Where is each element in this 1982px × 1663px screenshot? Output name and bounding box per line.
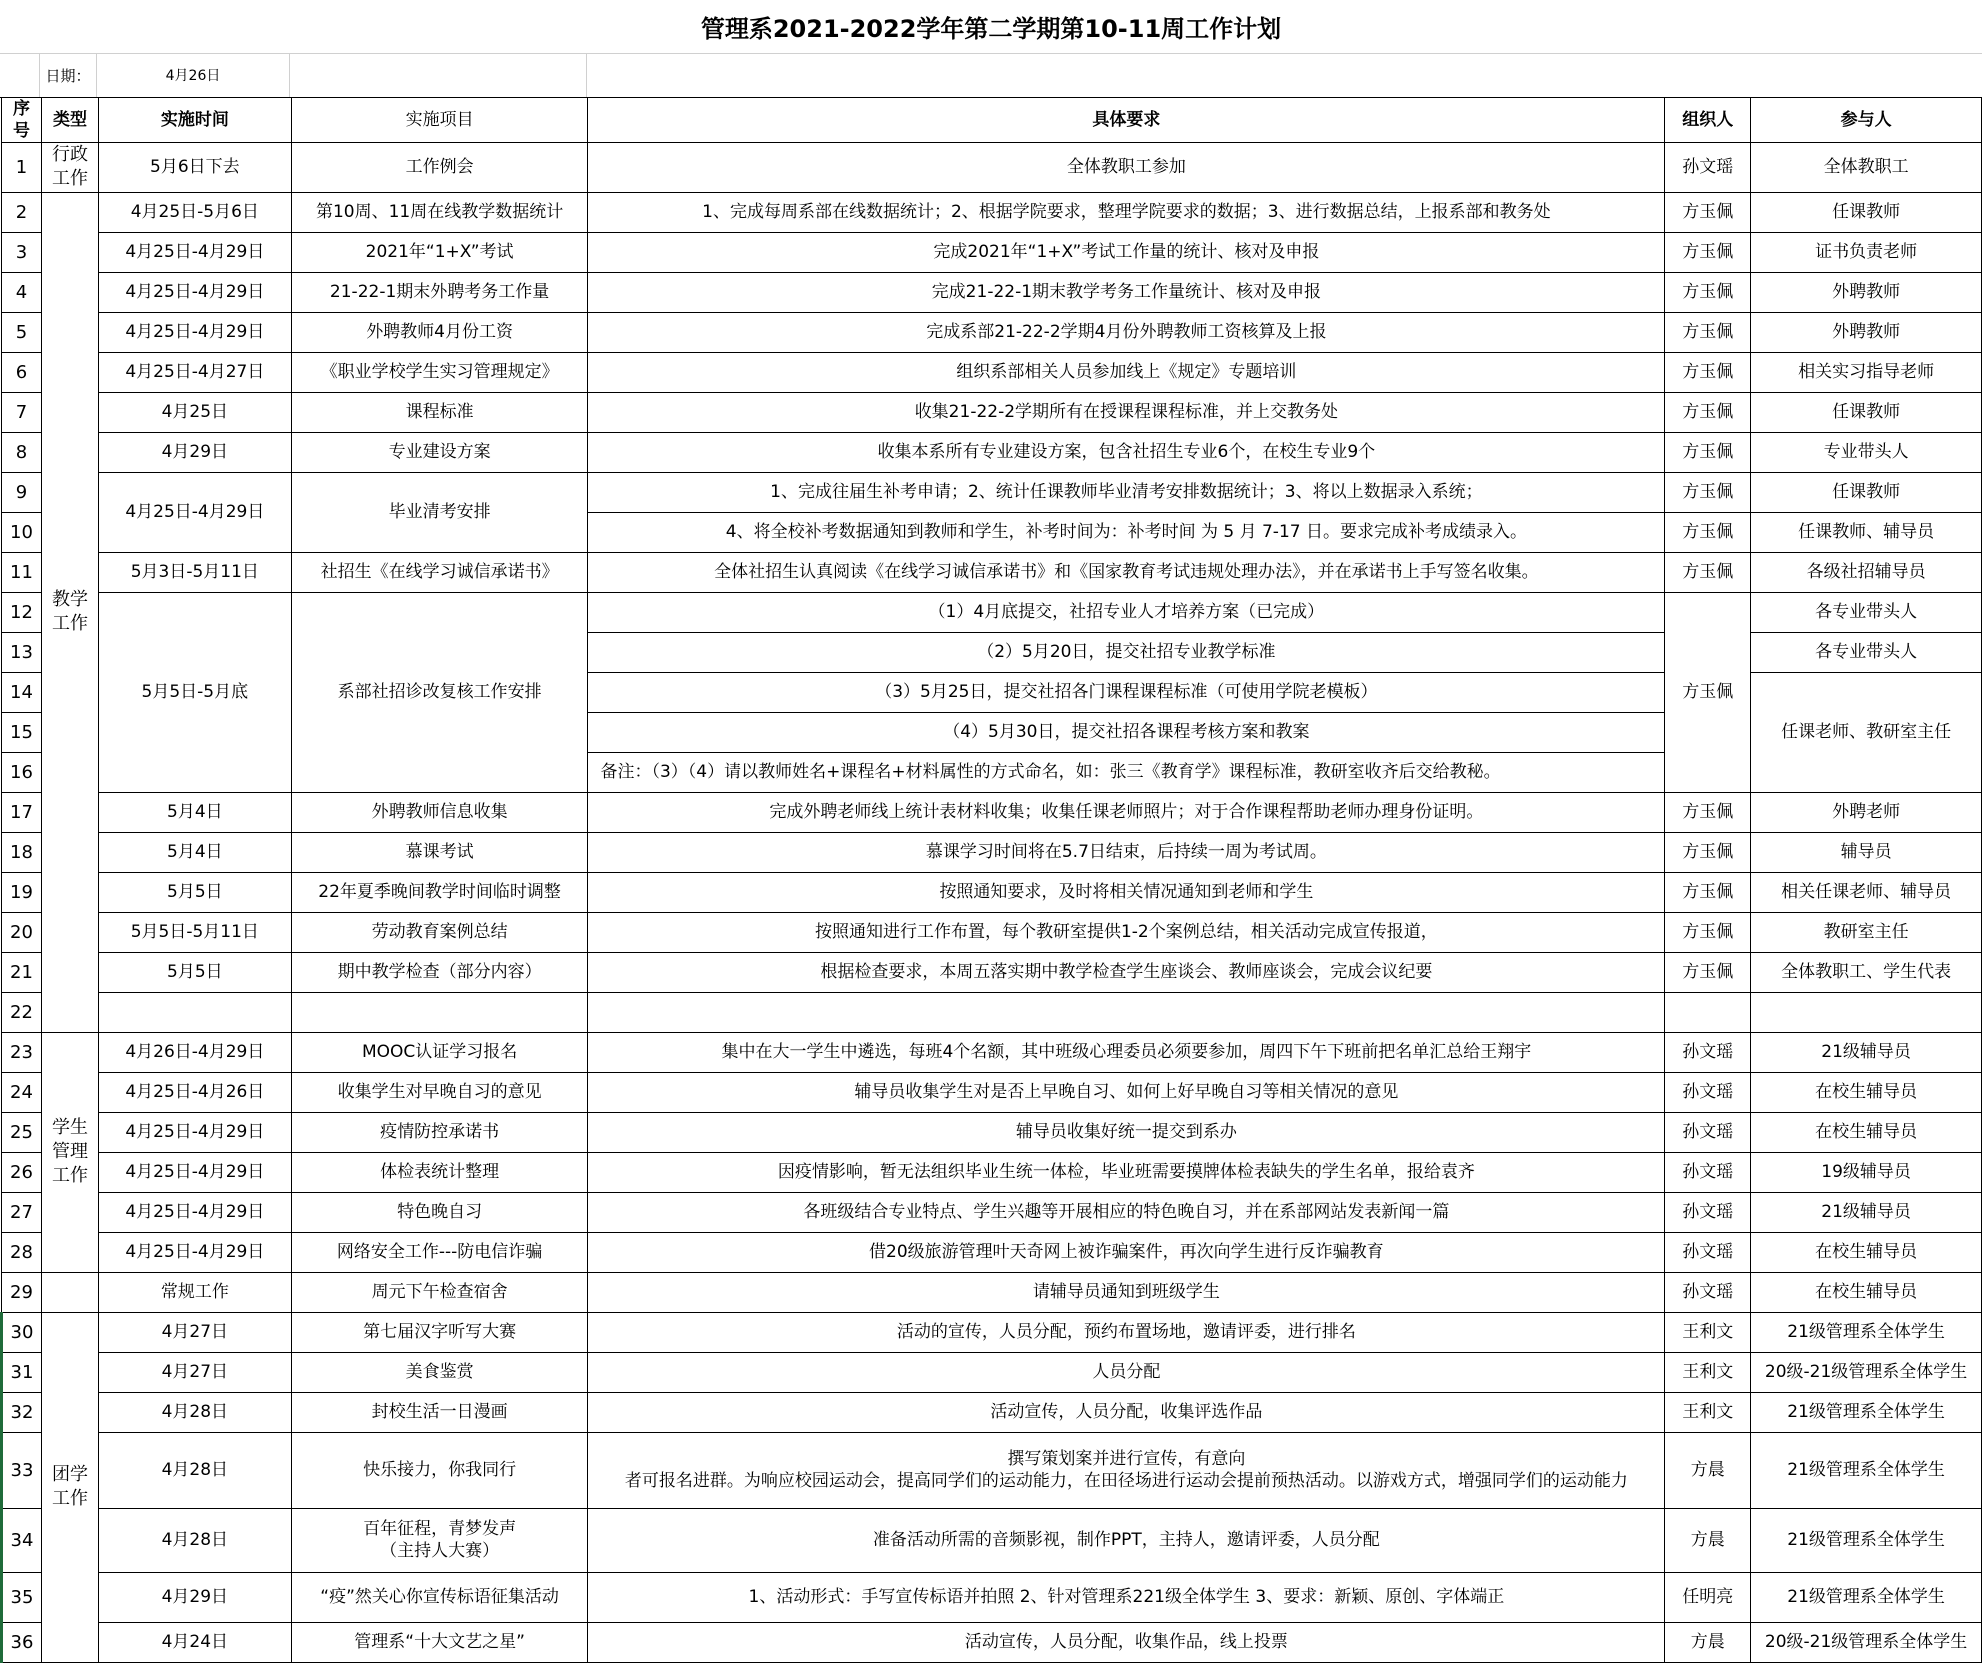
time-cell: 4月25日 (98, 392, 291, 432)
organizer-cell: 方玉佩 (1665, 392, 1751, 432)
organizer-cell: 方玉佩 (1665, 552, 1751, 592)
table-row (2, 1432, 1982, 1508)
participants-cell: 专业带头人 (1751, 432, 1982, 472)
seq-cell: 13 (2, 632, 42, 672)
seq-cell: 28 (2, 1232, 42, 1272)
organizer-cell: 方晨 (1665, 1622, 1751, 1662)
table-row (2, 1152, 1982, 1192)
time-cell: 5月5日-5月11日 (98, 912, 291, 952)
table-row (2, 192, 1982, 232)
table-row (2, 592, 1982, 632)
organizer-cell: 方玉佩 (1665, 832, 1751, 872)
seq-cell: 16 (2, 752, 42, 792)
organizer-cell: 孙文瑶 (1665, 1232, 1751, 1272)
participants-cell: 在校生辅导员 (1751, 1072, 1982, 1112)
participants-cell: 21级管理系全体学生 (1751, 1392, 1982, 1432)
project-cell: 社招生《在线学习诚信承诺书》 (291, 552, 588, 592)
organizer-cell (1665, 992, 1751, 1032)
project-cell: 美食鉴赏 (291, 1352, 588, 1392)
project-cell: 期中教学检查（部分内容） (291, 952, 588, 992)
requirement-cell: 根据检查要求，本周五落实期中教学检查学生座谈会、教师座谈会，完成会议纪要 (588, 952, 1665, 992)
time-cell: 4月25日-4月27日 (98, 352, 291, 392)
seq-cell: 34 (2, 1508, 42, 1572)
organizer-cell: 孙文瑶 (1665, 143, 1751, 193)
header-project: 实施项目 (291, 98, 588, 143)
time-cell: 4月27日 (98, 1312, 291, 1352)
organizer-cell: 方玉佩 (1665, 232, 1751, 272)
header-organizer: 组织人 (1665, 98, 1751, 143)
seq-cell: 5 (2, 312, 42, 352)
requirement-cell: 收集本系所有专业建设方案，包含社招生专业6个，在校生专业9个 (588, 432, 1665, 472)
header-seq: 序号 (2, 98, 42, 143)
participants-cell: 21级管理系全体学生 (1751, 1508, 1982, 1572)
requirement-cell: 因疫情影响，暂无法组织毕业生统一体检，毕业班需要摸牌体检表缺失的学生名单，报给袁齐 (588, 1152, 1665, 1192)
time-cell: 4月25日-4月29日 (98, 312, 291, 352)
time-cell: 4月25日-4月29日 (98, 232, 291, 272)
table-row (2, 432, 1982, 472)
seq-cell: 29 (2, 1272, 42, 1312)
participants-cell: 辅导员 (1751, 832, 1982, 872)
seq-cell: 35 (2, 1572, 42, 1622)
date-label: 日期： (40, 53, 97, 97)
participants-cell: 各专业带头人 (1751, 632, 1982, 672)
time-cell: 4月25日-4月29日 (98, 1152, 291, 1192)
participants-cell: 外聘老师 (1751, 792, 1982, 832)
header-type: 类型 (41, 98, 98, 143)
requirement-cell: 人员分配 (588, 1352, 1665, 1392)
time-cell: 4月29日 (98, 432, 291, 472)
seq-cell: 10 (2, 512, 42, 552)
time-cell: 4月27日 (98, 1352, 291, 1392)
organizer-cell: 方玉佩 (1665, 472, 1751, 512)
organizer-cell: 方晨 (1665, 1432, 1751, 1508)
project-cell: 劳动教育案例总结 (291, 912, 588, 952)
time-cell: 4月25日-4月29日 (98, 272, 291, 312)
project-cell (291, 992, 588, 1032)
table-header-row (2, 98, 1982, 143)
time-cell: 4月25日-4月26日 (98, 1072, 291, 1112)
table-row (2, 1392, 1982, 1432)
date-value: 4月26日 (97, 53, 290, 97)
seq-cell: 25 (2, 1112, 42, 1152)
organizer-cell: 方玉佩 (1665, 272, 1751, 312)
seq-cell: 9 (2, 472, 42, 512)
type-cell-empty (41, 1272, 98, 1312)
participants-cell: 相关任课老师、辅导员 (1751, 872, 1982, 912)
organizer-cell: 孙文瑶 (1665, 1152, 1751, 1192)
participants-cell: 外聘教师 (1751, 272, 1982, 312)
requirement-cell: 活动的宣传，人员分配，预约布置场地，邀请评委，进行排名 (588, 1312, 1665, 1352)
seq-cell: 17 (2, 792, 42, 832)
seq-cell: 3 (2, 232, 42, 272)
project-cell: 21-22-1期末外聘考务工作量 (291, 272, 588, 312)
participants-cell: 任课教师 (1751, 472, 1982, 512)
requirement-cell: （4）5月30日，提交社招各课程考核方案和教案 (588, 712, 1665, 752)
time-cell: 5月4日 (98, 792, 291, 832)
organizer-cell: 方玉佩 (1665, 312, 1751, 352)
seq-cell: 1 (2, 143, 42, 193)
table-row (2, 1572, 1982, 1622)
page-title: 管理系2021-2022学年第二学期第10-11周工作计划 (0, 0, 1982, 54)
organizer-cell: 方玉佩 (1665, 192, 1751, 232)
requirement-cell: 按照通知进行工作布置，每个教研室提供1-2个案例总结，相关活动完成宣传报道， (588, 912, 1665, 952)
time-cell: 常规工作 (98, 1272, 291, 1312)
project-cell: 第七届汉字听写大赛 (291, 1312, 588, 1352)
requirement-cell: 各班级结合专业特点、学生兴趣等开展相应的特色晚自习，并在系部网站发表新闻一篇 (588, 1192, 1665, 1232)
time-cell: 5月5日 (98, 872, 291, 912)
table-row (2, 312, 1982, 352)
time-cell: 4月25日-4月29日 (98, 1112, 291, 1152)
seq-cell: 7 (2, 392, 42, 432)
participants-cell: 21级辅导员 (1751, 1192, 1982, 1232)
table-row (2, 952, 1982, 992)
table-row (2, 1272, 1982, 1312)
seq-cell: 11 (2, 552, 42, 592)
project-cell: 体检表统计整理 (291, 1152, 588, 1192)
header-time: 实施时间 (98, 98, 291, 143)
header-requirement: 具体要求 (588, 98, 1665, 143)
seq-cell: 30 (2, 1312, 42, 1352)
seq-cell: 18 (2, 832, 42, 872)
participants-cell: 21级管理系全体学生 (1751, 1572, 1982, 1622)
requirement-cell: 完成2021年“1+X”考试工作量的统计、核对及申报 (588, 232, 1665, 272)
table-row (2, 1352, 1982, 1392)
organizer-cell: 孙文瑶 (1665, 1192, 1751, 1232)
requirement-line: 者可报名进群。为响应校园运动会，提高同学们的运动能力，在田径场进行运动会提前预热活动。以游戏方式，增强同学们的运动能力 (624, 1471, 1628, 1492)
organizer-cell: 任明亮 (1665, 1572, 1751, 1622)
table-row (2, 1192, 1982, 1232)
seq-cell: 8 (2, 432, 42, 472)
organizer-cell: 方玉佩 (1665, 352, 1751, 392)
requirement-cell: 慕课学习时间将在5.7日结束，后持续一周为考试周。 (588, 832, 1665, 872)
requirement-cell: 辅导员收集好统一提交到系办 (588, 1112, 1665, 1152)
seq-cell: 33 (2, 1432, 42, 1508)
participants-cell: 相关实习指导老师 (1751, 352, 1982, 392)
type-cell-youth: 团学工作 (41, 1312, 98, 1662)
organizer-cell: 王利文 (1665, 1392, 1751, 1432)
time-cell: 5月6日下去 (98, 143, 291, 193)
type-cell-teaching: 教学工作 (41, 192, 98, 1032)
time-cell (98, 992, 291, 1032)
time-cell: 5月3日-5月11日 (98, 552, 291, 592)
table-row (2, 552, 1982, 592)
time-cell: 4月24日 (98, 1622, 291, 1662)
participants-cell: 21级辅导员 (1751, 1032, 1982, 1072)
time-cell: 4月28日 (98, 1392, 291, 1432)
project-cell: 管理系“十大文艺之星” (291, 1622, 588, 1662)
project-cell: 特色晚自习 (291, 1192, 588, 1232)
requirement-cell: （3）5月25日，提交社招各门课程课程标准（可使用学院老模板） (588, 672, 1665, 712)
empty-cell (290, 53, 587, 97)
requirement-cell: 借20级旅游管理叶天奇网上被诈骗案件，再次向学生进行反诈骗教育 (588, 1232, 1665, 1272)
table-row (2, 992, 1982, 1032)
requirement-cell: 1、完成往届生补考申请；2、统计任课教师毕业清考安排数据统计；3、将以上数据录入系统； (588, 472, 1665, 512)
empty-cell (0, 53, 40, 97)
project-cell: 第10周、11周在线教学数据统计 (291, 192, 588, 232)
participants-cell: 在校生辅导员 (1751, 1112, 1982, 1152)
requirement-cell: 完成系部21-22-2学期4月份外聘教师工资核算及上报 (588, 312, 1665, 352)
participants-cell: 20级-21级管理系全体学生 (1751, 1352, 1982, 1392)
project-line: 百年征程，青梦发声 (363, 1519, 517, 1540)
time-cell: 4月25日-4月29日 (98, 1232, 291, 1272)
table-row (2, 912, 1982, 952)
project-cell: 系部社招诊改复核工作安排 (291, 592, 588, 792)
organizer-cell: 王利文 (1665, 1352, 1751, 1392)
participants-cell: 在校生辅导员 (1751, 1272, 1982, 1312)
project-cell: 疫情防控承诺书 (291, 1112, 588, 1152)
requirement-cell: 辅导员收集学生对是否上早晚自习、如何上好早晚自习等相关情况的意见 (588, 1072, 1665, 1112)
participants-cell: 任课教师 (1751, 192, 1982, 232)
requirement-cell: 组织系部相关人员参加线上《规定》专题培训 (588, 352, 1665, 392)
table-row (2, 1072, 1982, 1112)
project-cell: 慕课考试 (291, 832, 588, 872)
organizer-cell: 孙文瑶 (1665, 1112, 1751, 1152)
participants-cell: 在校生辅导员 (1751, 1232, 1982, 1272)
time-cell: 4月26日-4月29日 (98, 1032, 291, 1072)
requirement-cell: 全体社招生认真阅读《在线学习诚信承诺书》和《国家教育考试违规处理办法》，并在承诺书上手写签名收集。 (588, 552, 1665, 592)
table-row (2, 352, 1982, 392)
requirement-cell: 活动宣传，人员分配，收集作品，线上投票 (588, 1622, 1665, 1662)
seq-cell: 32 (2, 1392, 42, 1432)
organizer-cell: 王利文 (1665, 1312, 1751, 1352)
participants-cell (1751, 992, 1982, 1032)
project-cell: 外聘教师信息收集 (291, 792, 588, 832)
requirement-cell: 请辅导员通知到班级学生 (588, 1272, 1665, 1312)
project-cell: 课程标准 (291, 392, 588, 432)
seq-cell: 21 (2, 952, 42, 992)
type-cell-admin: 行政工作 (41, 143, 98, 193)
organizer-cell: 孙文瑶 (1665, 1032, 1751, 1072)
requirement-cell: 集中在大一学生中遴选，每班4个名额，其中班级心理委员必须要参加，周四下午下班前把名单汇总给王翔宇 (588, 1032, 1665, 1072)
requirement-cell: 收集21-22-2学期所有在授课程课程标准，并上交教务处 (588, 392, 1665, 432)
project-cell: 周元下午检查宿舍 (291, 1272, 588, 1312)
seq-cell: 15 (2, 712, 42, 752)
project-cell: MOOC认证学习报名 (291, 1032, 588, 1072)
organizer-cell: 方晨 (1665, 1508, 1751, 1572)
table-row (2, 1112, 1982, 1152)
participants-cell: 20级-21级管理系全体学生 (1751, 1622, 1982, 1662)
time-cell: 5月5日-5月底 (98, 592, 291, 792)
project-cell: 《职业学校学生实习管理规定》 (291, 352, 588, 392)
time-cell: 4月28日 (98, 1432, 291, 1508)
participants-cell: 任课教师、辅导员 (1751, 512, 1982, 552)
project-cell: 专业建设方案 (291, 432, 588, 472)
table-row (2, 872, 1982, 912)
type-cell-student: 学生管理工作 (41, 1032, 98, 1272)
organizer-cell: 方玉佩 (1665, 792, 1751, 832)
seq-cell: 19 (2, 872, 42, 912)
project-cell: 毕业清考安排 (291, 472, 588, 552)
participants-cell: 证书负责老师 (1751, 232, 1982, 272)
time-cell: 4月25日-4月29日 (98, 472, 291, 552)
requirement-note-cell: 备注：（3）（4）请以教师姓名+课程名+材料属性的方式命名，如：张三《教育学》课程标准，教研室收齐后交给教秘。 (588, 752, 1665, 792)
project-cell: 收集学生对早晚自习的意见 (291, 1072, 588, 1112)
seq-cell: 24 (2, 1072, 42, 1112)
seq-cell: 6 (2, 352, 42, 392)
requirement-cell: 1、活动形式：手写宣传标语并拍照 2、针对管理系221级全体学生 3、要求：新颖、原创、字体端正 (588, 1572, 1665, 1622)
table-row (2, 143, 1982, 193)
project-cell: 网络安全工作---防电信诈骗 (291, 1232, 588, 1272)
table-row (2, 1508, 1982, 1572)
requirement-cell: （2）5月20日，提交社招专业教学标准 (588, 632, 1665, 672)
requirement-cell: （1）4月底提交，社招专业人才培养方案（已完成） (588, 592, 1665, 632)
requirement-cell: 完成21-22-1期末教学考务工作量统计、核对及申报 (588, 272, 1665, 312)
project-cell: 22年夏季晚间教学时间临时调整 (291, 872, 588, 912)
participants-cell: 各专业带头人 (1751, 592, 1982, 632)
requirement-cell: 准备活动所需的音频影视，制作PPT，主持人，邀请评委，人员分配 (588, 1508, 1665, 1572)
organizer-cell: 方玉佩 (1665, 912, 1751, 952)
organizer-cell: 方玉佩 (1665, 952, 1751, 992)
seq-cell: 2 (2, 192, 42, 232)
organizer-cell: 孙文瑶 (1665, 1272, 1751, 1312)
project-cell: 封校生活一日漫画 (291, 1392, 588, 1432)
organizer-cell: 方玉佩 (1665, 512, 1751, 552)
table-row (2, 1622, 1982, 1662)
seq-cell: 26 (2, 1152, 42, 1192)
table-row (2, 472, 1982, 512)
project-cell: 外聘教师4月份工资 (291, 312, 588, 352)
organizer-cell: 方玉佩 (1665, 432, 1751, 472)
work-plan-table (0, 97, 1982, 1663)
seq-cell: 12 (2, 592, 42, 632)
project-cell: “疫”然关心你宣传标语征集活动 (291, 1572, 588, 1622)
requirement-cell: 活动宣传，人员分配，收集评选作品 (588, 1392, 1665, 1432)
seq-cell: 22 (2, 992, 42, 1032)
time-cell: 4月25日-5月6日 (98, 192, 291, 232)
project-cell: 工作例会 (291, 143, 588, 193)
participants-cell: 任课教师 (1751, 392, 1982, 432)
seq-cell: 31 (2, 1352, 42, 1392)
project-cell (291, 1508, 588, 1572)
time-cell: 4月25日-4月29日 (98, 1192, 291, 1232)
organizer-cell: 方玉佩 (1665, 592, 1751, 792)
time-cell: 5月4日 (98, 832, 291, 872)
table-row (2, 392, 1982, 432)
participants-cell: 21级管理系全体学生 (1751, 1432, 1982, 1508)
table-row (2, 272, 1982, 312)
organizer-cell: 方玉佩 (1665, 872, 1751, 912)
participants-cell: 任课老师、教研室主任 (1751, 672, 1982, 792)
participants-cell: 全体教职工 (1751, 143, 1982, 193)
participants-cell: 全体教职工、学生代表 (1751, 952, 1982, 992)
participants-cell: 教研室主任 (1751, 912, 1982, 952)
participants-cell: 21级管理系全体学生 (1751, 1312, 1982, 1352)
time-cell: 5月5日 (98, 952, 291, 992)
requirement-line: 撰写策划案并进行宣传，有意向 (1007, 1449, 1246, 1470)
time-cell: 4月29日 (98, 1572, 291, 1622)
table-row (2, 232, 1982, 272)
seq-cell: 4 (2, 272, 42, 312)
table-row (2, 1032, 1982, 1072)
requirement-cell: 完成外聘老师线上统计表材料收集；收集任课老师照片；对于合作课程帮助老师办理身份证明。 (588, 792, 1665, 832)
seq-cell: 20 (2, 912, 42, 952)
seq-cell: 27 (2, 1192, 42, 1232)
participants-cell: 外聘教师 (1751, 312, 1982, 352)
date-row (0, 53, 1982, 98)
table-row (2, 832, 1982, 872)
project-line: （主持人大赛） (380, 1541, 500, 1562)
project-cell: 2021年“1+X”考试 (291, 232, 588, 272)
seq-cell: 14 (2, 672, 42, 712)
participants-cell: 各级社招辅导员 (1751, 552, 1982, 592)
requirement-cell: 1、完成每周系部在线数据统计；2、根据学院要求，整理学院要求的数据；3、进行数据总结，上报系部和教务处 (588, 192, 1665, 232)
requirement-cell: 全体教职工参加 (588, 143, 1665, 193)
requirement-cell (588, 1432, 1665, 1508)
table-row (2, 1232, 1982, 1272)
seq-cell: 23 (2, 1032, 42, 1072)
requirement-cell (588, 992, 1665, 1032)
table-row (2, 792, 1982, 832)
time-cell: 4月28日 (98, 1508, 291, 1572)
participants-cell: 19级辅导员 (1751, 1152, 1982, 1192)
requirement-cell: 4、将全校补考数据通知到教师和学生，补考时间为：补考时间 为 5 月 7-17 日。要求完成补考成绩录入。 (588, 512, 1665, 552)
organizer-cell: 孙文瑶 (1665, 1072, 1751, 1112)
requirement-cell: 按照通知要求，及时将相关情况通知到老师和学生 (588, 872, 1665, 912)
table-row (2, 1312, 1982, 1352)
header-participants: 参与人 (1751, 98, 1982, 143)
seq-cell: 36 (2, 1622, 42, 1662)
project-cell: 快乐接力，你我同行 (291, 1432, 588, 1508)
